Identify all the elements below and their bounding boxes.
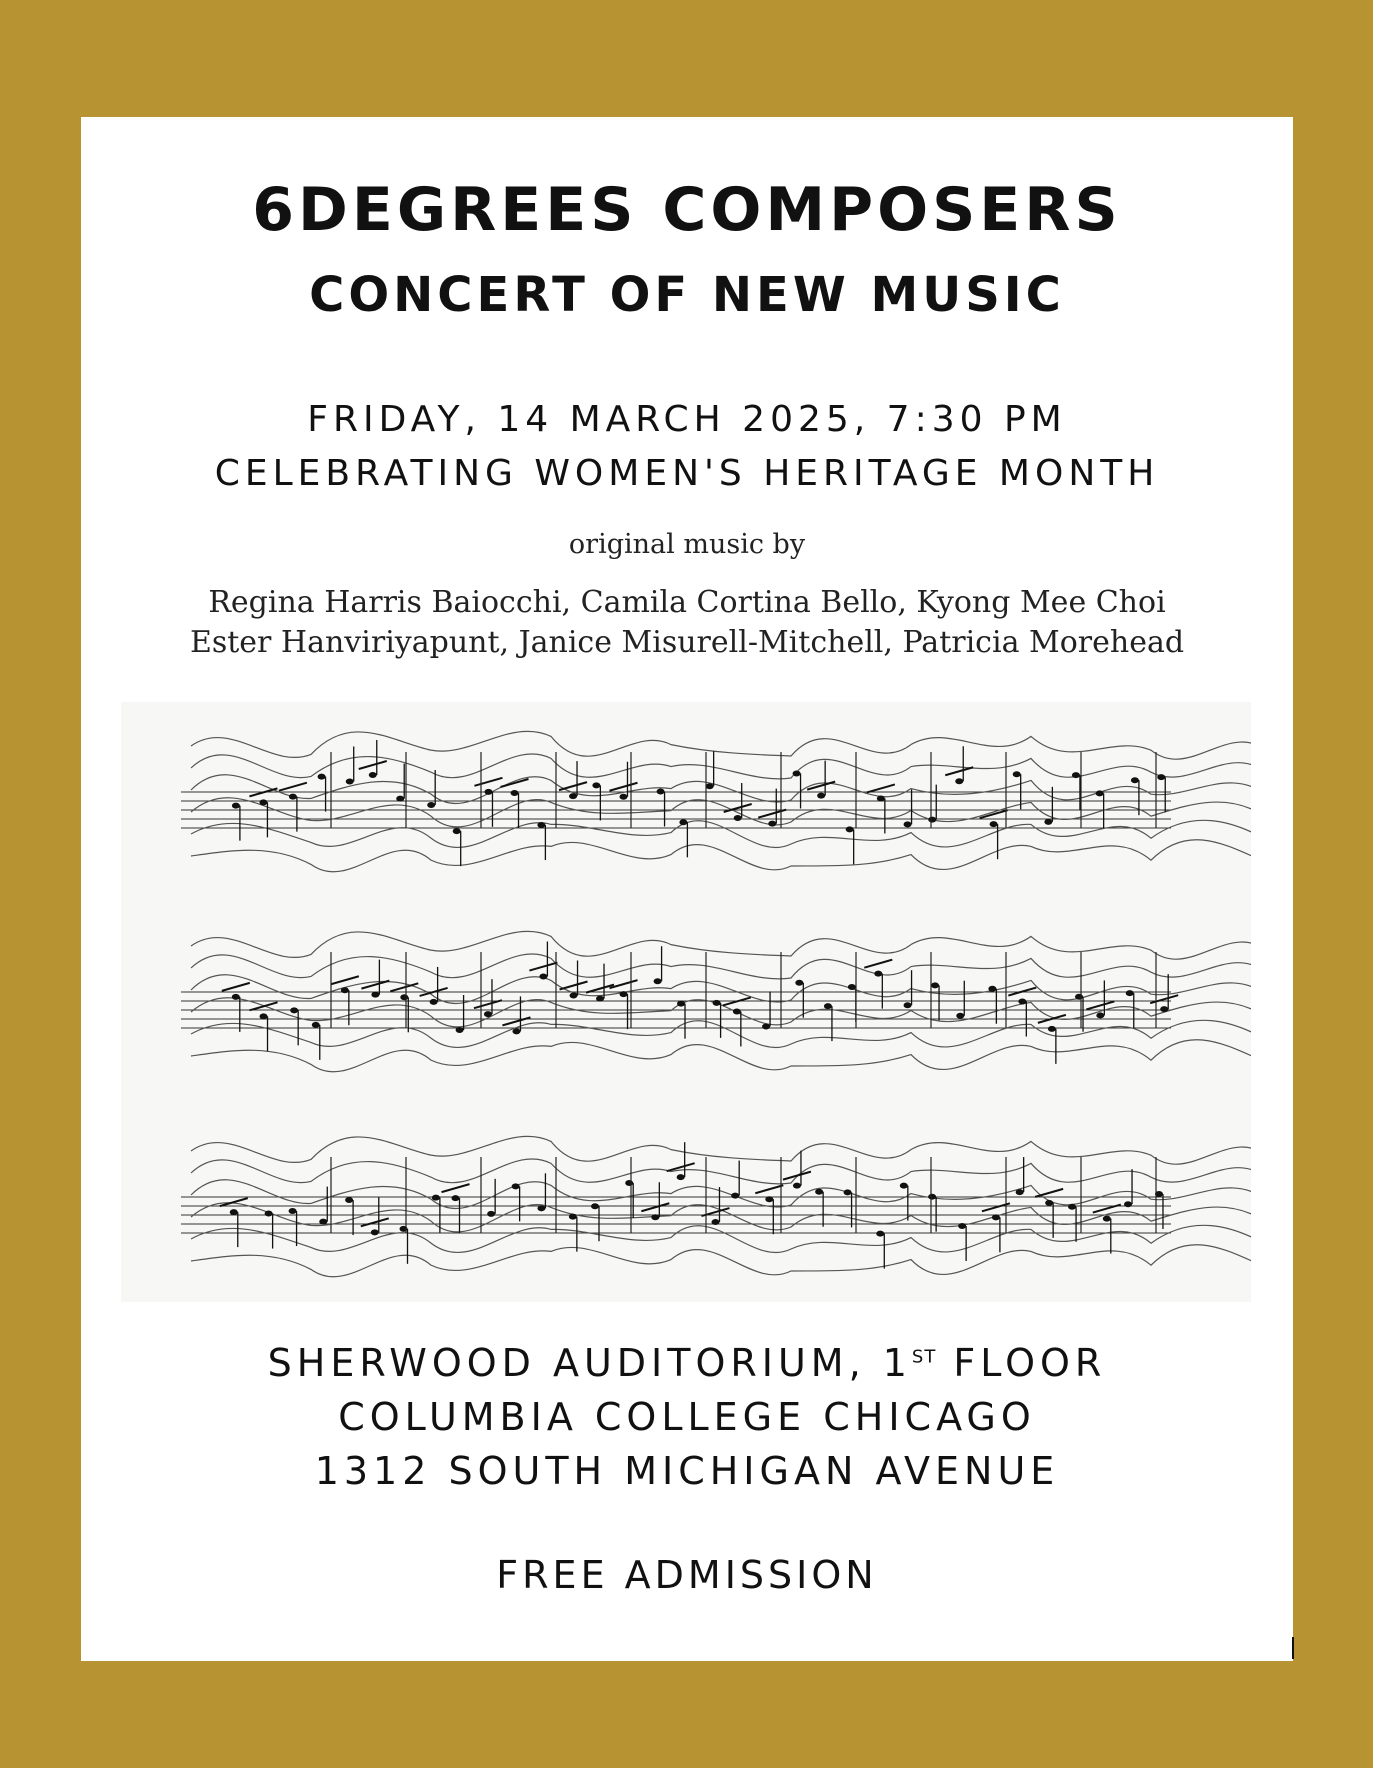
note-head xyxy=(876,1231,884,1237)
poster-subtitle: CONCERT OF NEW MUSIC xyxy=(309,267,1065,323)
note-head xyxy=(844,1189,852,1195)
note-head xyxy=(958,1223,966,1229)
note-head xyxy=(677,1174,685,1180)
beam xyxy=(864,960,892,968)
note-head xyxy=(928,1194,936,1200)
note-head xyxy=(1103,1216,1111,1222)
note-head xyxy=(265,1211,273,1217)
note-head xyxy=(654,978,662,984)
note-head xyxy=(619,794,627,800)
note-head xyxy=(1018,999,1026,1005)
note-head xyxy=(711,1219,719,1225)
note-head xyxy=(230,1209,238,1215)
note-head xyxy=(1044,819,1052,825)
note-head xyxy=(1160,1006,1168,1012)
beam xyxy=(361,1218,389,1226)
note-head xyxy=(369,772,377,778)
note-head xyxy=(260,1013,268,1019)
note-head xyxy=(346,778,354,784)
beam xyxy=(222,983,250,991)
note-head xyxy=(456,1027,464,1033)
note-head xyxy=(734,815,742,821)
note-head xyxy=(956,1013,964,1019)
poster-sheet xyxy=(81,117,1293,1661)
note-head xyxy=(539,974,547,980)
note-head xyxy=(795,980,803,986)
note-head xyxy=(877,795,885,801)
beam xyxy=(609,783,637,791)
beam xyxy=(867,784,895,792)
note-head xyxy=(1131,777,1139,783)
note-head xyxy=(319,1219,327,1225)
note-head xyxy=(484,1011,492,1017)
note-head xyxy=(657,788,665,794)
note-head xyxy=(928,817,936,823)
beam xyxy=(359,761,387,769)
score-curve xyxy=(191,820,1251,847)
note-head xyxy=(232,994,240,1000)
note-head xyxy=(371,992,379,998)
beam xyxy=(279,783,307,791)
note-head xyxy=(511,790,519,796)
note-head xyxy=(512,1028,520,1034)
note-head xyxy=(569,793,577,799)
note-head xyxy=(537,1205,545,1211)
note-head xyxy=(817,793,825,799)
venue-sup: ST xyxy=(911,1346,937,1368)
poster-title: 6DEGREES COMPOSERS xyxy=(252,175,1122,245)
beam xyxy=(945,767,973,775)
beam xyxy=(331,976,359,984)
note-head xyxy=(318,774,326,780)
note-head xyxy=(1126,990,1134,996)
note-head xyxy=(793,1183,801,1189)
note-head xyxy=(596,996,604,1002)
note-head xyxy=(904,1002,912,1008)
note-head xyxy=(570,992,578,998)
score-curve xyxy=(191,1180,1251,1209)
note-head xyxy=(512,1183,520,1189)
note-head xyxy=(900,1183,908,1189)
note-head xyxy=(1068,1204,1076,1210)
note-head xyxy=(1016,1189,1024,1195)
event-theme: CELEBRATING WOMEN'S HERITAGE MONTH xyxy=(214,453,1160,494)
beam xyxy=(560,981,588,989)
score-curve xyxy=(191,931,1251,959)
note-head xyxy=(1096,1012,1104,1018)
note-head xyxy=(713,1000,721,1006)
note-head xyxy=(1157,774,1165,780)
note-head xyxy=(1013,771,1021,777)
beam xyxy=(442,1184,470,1192)
note-head xyxy=(427,802,435,808)
note-head xyxy=(569,1214,577,1220)
beam xyxy=(501,779,529,787)
beam xyxy=(559,782,587,790)
note-head xyxy=(679,819,687,825)
venue-line xyxy=(81,1341,1293,1385)
music-score-illustration xyxy=(121,702,1251,1302)
score-curve xyxy=(191,1203,1251,1232)
admission-note: FREE ADMISSION xyxy=(496,1553,878,1597)
note-head xyxy=(793,770,801,776)
note-head xyxy=(931,982,939,988)
note-head xyxy=(396,796,404,802)
note-head xyxy=(232,803,240,809)
score-curve xyxy=(191,798,1251,827)
score-curve xyxy=(191,840,1251,872)
beam xyxy=(529,963,557,971)
note-head xyxy=(290,1007,298,1013)
beam xyxy=(474,778,502,786)
note-head xyxy=(371,1229,379,1235)
beam xyxy=(390,983,418,991)
beam xyxy=(758,810,786,818)
composers-line-2: Ester Hanviriyapunt, Janice Misurell-Mitchell, Patricia Morehead xyxy=(189,625,1185,660)
note-head xyxy=(625,1180,633,1186)
note-head xyxy=(1072,772,1080,778)
street-address: 1312 SOUTH MICHIGAN AVENUE xyxy=(314,1449,1060,1493)
note-head xyxy=(400,994,408,1000)
note-head xyxy=(874,971,882,977)
note-head xyxy=(430,999,438,1005)
note-head xyxy=(706,783,714,789)
event-date: FRIDAY, 14 MARCH 2025, 7:30 PM xyxy=(307,399,1067,440)
note-head xyxy=(487,1211,495,1217)
note-head xyxy=(289,794,297,800)
venue-suffix: FLOOR xyxy=(936,1341,1107,1385)
score-curve xyxy=(191,754,1251,779)
beam xyxy=(1150,995,1178,1003)
note-head xyxy=(312,1022,320,1028)
note-head xyxy=(452,1195,460,1201)
note-head xyxy=(592,782,600,788)
note-head xyxy=(591,1203,599,1209)
score-curve xyxy=(191,1159,1251,1184)
note-head xyxy=(259,799,267,805)
note-head xyxy=(768,821,776,827)
note-head xyxy=(453,828,461,834)
note-head xyxy=(1124,1201,1132,1207)
note-head xyxy=(677,1001,685,1007)
note-head xyxy=(484,789,492,795)
note-head xyxy=(765,1196,773,1202)
score-curve xyxy=(191,1245,1251,1277)
college-name: COLUMBIA COLLEGE CHICAGO xyxy=(338,1395,1036,1439)
note-head xyxy=(651,1214,659,1220)
score-drawing xyxy=(121,702,1251,1302)
note-head xyxy=(537,822,545,828)
note-head xyxy=(955,778,963,784)
note-head xyxy=(762,1023,770,1029)
note-head xyxy=(432,1195,440,1201)
score-curve xyxy=(191,1136,1251,1164)
score-curve xyxy=(191,1225,1251,1252)
note-head xyxy=(341,987,349,993)
score-curve xyxy=(191,1040,1251,1072)
note-head xyxy=(846,826,854,832)
note-head xyxy=(824,1003,832,1009)
venue-prefix: SHERWOOD AUDITORIUM, 1 xyxy=(267,1341,912,1385)
beam xyxy=(1035,1189,1063,1197)
note-head xyxy=(1048,1026,1056,1032)
note-head xyxy=(731,1193,739,1199)
composers-line-1: Regina Harris Baiocchi, Camila Cortina Bello, Kyong Mee Choi xyxy=(208,585,1166,620)
beam xyxy=(755,1185,783,1193)
note-head xyxy=(848,984,856,990)
note-head xyxy=(289,1208,297,1214)
note-head xyxy=(992,1214,1000,1220)
note-head xyxy=(620,991,628,997)
edge-mark xyxy=(1292,1637,1294,1659)
score-curve xyxy=(191,731,1251,759)
note-head xyxy=(815,1189,823,1195)
note-head xyxy=(1096,790,1104,796)
beam xyxy=(783,1172,811,1180)
score-curve xyxy=(191,954,1251,979)
note-head xyxy=(990,821,998,827)
note-head xyxy=(1075,994,1083,1000)
note-head xyxy=(733,1008,741,1014)
beam xyxy=(641,1203,669,1211)
note-head xyxy=(345,1197,353,1203)
note-head xyxy=(904,821,912,827)
note-head xyxy=(1045,1200,1053,1206)
byline: original music by xyxy=(568,529,806,560)
note-head xyxy=(988,986,996,992)
